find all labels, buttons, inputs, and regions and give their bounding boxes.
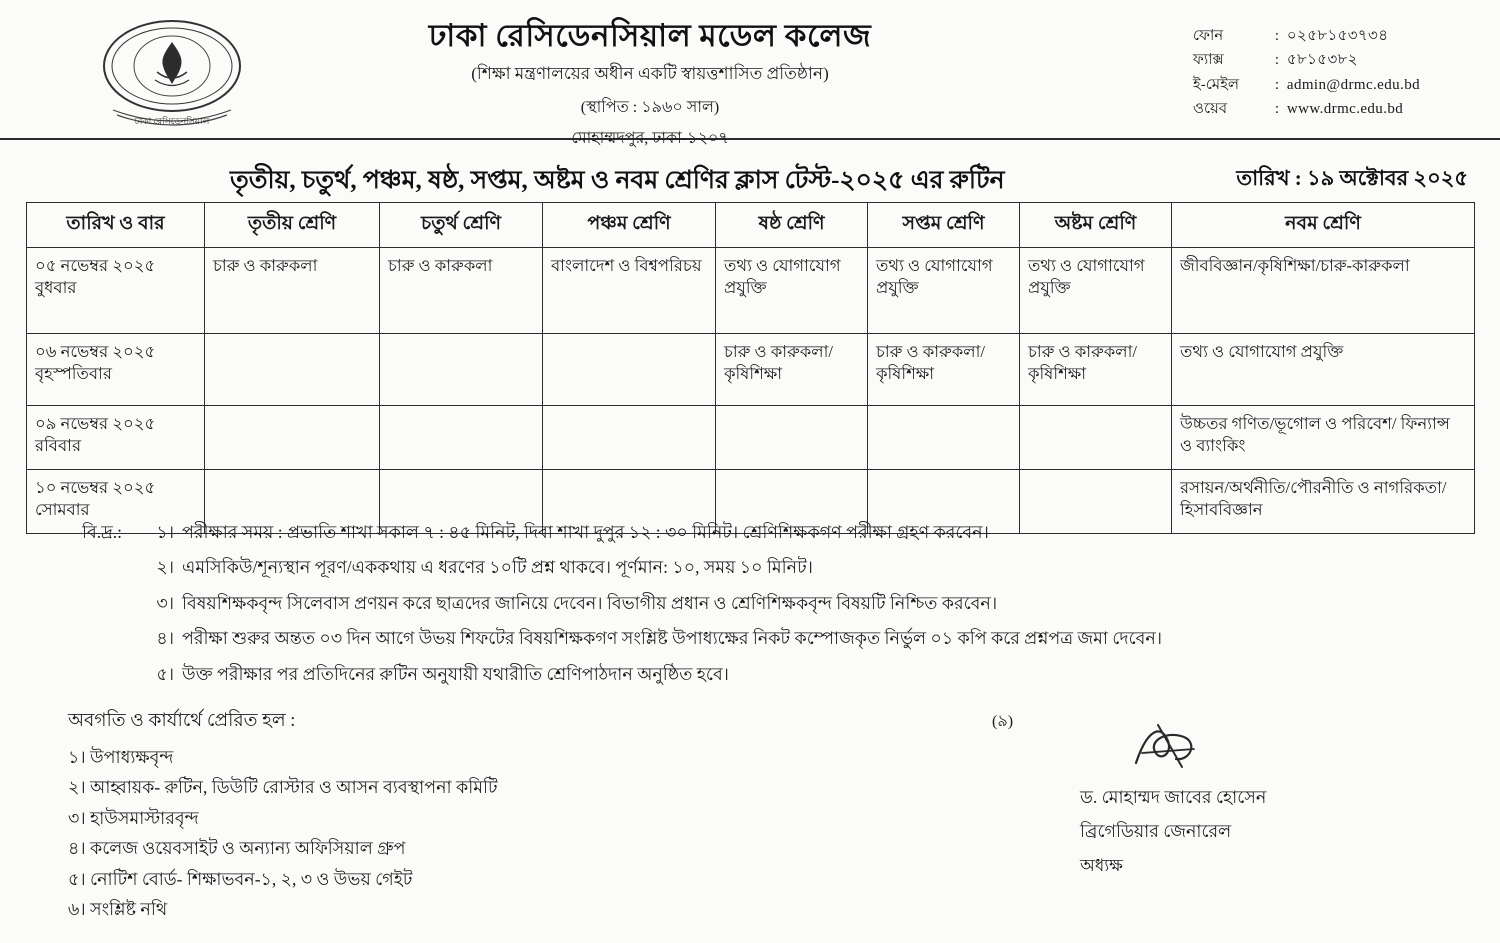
contact-value-fax: ৫৮১৫৩৮২: [1286, 52, 1358, 69]
cell-class7: চারু ও কারুকলা/ কৃষিশিক্ষা: [868, 333, 1020, 405]
table-row: [27, 405, 1475, 469]
signature-initial: (৯): [992, 713, 1014, 730]
contact-row: [1191, 48, 1422, 72]
college-established: (স্থাপিত : ১৯৬০ সাল): [580, 98, 720, 116]
signatory-rank: ব্রিগেডিয়ার জেনারেল: [1080, 821, 1232, 841]
row-date-line2: সোমবার: [35, 499, 90, 519]
date-value: ১৯ অক্টোবর ২০২৫: [1307, 166, 1468, 190]
notes-label-spacer: [70, 555, 128, 580]
col-header-class4: চতুর্থ শ্রেণি: [380, 203, 543, 248]
col-header-class9: নবম শ্রেণি: [1172, 203, 1475, 248]
notes-label-spacer: [70, 626, 128, 651]
signature-block: [992, 713, 1380, 881]
note-item: [70, 662, 1450, 687]
college-address: মোহাম্মদপুর, ঢাকা-১২০৭: [571, 129, 729, 147]
cell-class8: চারু ও কারুকলা/ কৃষিশিক্ষা: [1020, 333, 1172, 405]
cell-class6: [716, 405, 868, 469]
note-text: উক্ত পরীক্ষার পর প্রতিদিনের রুটিন অনুযায়ী যথারীতি শ্রেণিপাঠদান অনুষ্ঠিত হবে।: [182, 663, 729, 684]
routine-table-wrap: [26, 202, 1474, 534]
cell-class9: জীববিজ্ঞান/কৃষিশিক্ষা/চারু-কারুকলা: [1172, 247, 1475, 333]
note-text: পরীক্ষার সময় : প্রভাতি শাখা সকাল ৭ : ৪৫ মিনিট, দিবা শাখা দুপুর ১২ : ৩০ মিনিট। শ্রেণিশিক্ষকগণ পরীক্ষা গ্রহণ করবেন।: [182, 522, 989, 542]
cell-class9: রসায়ন/অর্থনীতি/পৌরনীতি ও নাগরিকতা/ হিসাববিজ্ঞান: [1172, 469, 1475, 533]
page-title: তৃতীয়, চতুর্থ, পঞ্চম, ষষ্ঠ, সপ্তম, অষ্টম ও নবম শ্রেণির ক্লাস টেস্ট-২০২৫ এর রুটিন: [230, 167, 1005, 194]
cell-class3: চারু ও কারুকলা: [205, 247, 380, 333]
cell-class9: উচ্চতর গণিত/ভূগোল ও পরিবেশ/ ফিন্যান্স ও ব্যাংকিং: [1172, 405, 1475, 469]
note-item: [70, 520, 1450, 545]
document-header: [0, 0, 1500, 147]
cell-class5: [543, 333, 716, 405]
contact-colon: :: [1274, 28, 1279, 44]
row-date: [27, 405, 205, 469]
note-number: ৩।: [156, 592, 174, 613]
note-number: ৫।: [156, 663, 174, 684]
cell-class5: [543, 405, 716, 469]
signatory-post: অধ্যক্ষ: [1080, 856, 1123, 875]
col-header-date: তারিখ ও বার: [27, 203, 205, 248]
signatory-name: ড. মোহাম্মদ জাবের হোসেন: [1080, 787, 1267, 807]
note-text: পরীক্ষা শুরুর অন্তত ০৩ দিন আগে উভয় শিফটের বিষয়শিক্ষকগণ সংশ্লিষ্ট উপাধ্যক্ষের নিকট কম্পোজকৃত নির্ভুল ০১ কপি করে প্রশ্নপত্র জমা দেবেন।: [182, 628, 1163, 649]
institution-block: [300, 18, 1000, 152]
cell-class7: [868, 405, 1020, 469]
row-date-line1: ০৯ নভেম্বর ২০২৫: [35, 413, 156, 433]
cell-class8: [1020, 405, 1172, 469]
table-header-row: [27, 203, 1475, 248]
row-date-line1: ১০ নভেম্বর ২০২৫: [35, 477, 156, 497]
routine-table: [26, 202, 1475, 534]
contact-block: [1191, 24, 1422, 121]
contact-row: [1191, 24, 1422, 48]
contact-row: [1191, 73, 1422, 97]
contact-colon: :: [1274, 52, 1279, 69]
col-header-class3: তৃতীয় শ্রেণি: [205, 203, 380, 248]
contact-colon: :: [1274, 76, 1279, 93]
cell-class3: [205, 405, 380, 469]
distribution-item: ৫। নোটিশ বোর্ড- শিক্ষাভবন-১, ২, ৩ ও উভয় গেইট: [68, 868, 413, 889]
distribution-title: অবগতি ও কার্যার্থে প্রেরিত হল :: [68, 711, 296, 731]
cell-class9: তথ্য ও যোগাযোগ প্রযুক্তি: [1172, 333, 1475, 405]
signature-mark: [992, 713, 1380, 781]
distribution-item: ৩। হাউসমাস্টারবৃন্দ: [68, 807, 199, 828]
col-header-class8: অষ্টম শ্রেণি: [1020, 203, 1172, 248]
table-row: [27, 247, 1475, 333]
cell-class8: তথ্য ও যোগাযোগ প্রযুক্তি: [1020, 247, 1172, 333]
contact-label-fax: ফ্যাক্স: [1192, 52, 1224, 69]
college-logo: [95, 14, 250, 132]
distribution-section: [68, 712, 498, 932]
notes-label-spacer: [70, 662, 128, 687]
note-item: [70, 591, 1450, 616]
note-text: বিষয়শিক্ষকবৃন্দ সিলেবাস প্রণয়ন করে ছাত্রদের জানিয়ে দেবেন। বিভাগীয় প্রধান ও শ্রেণিশিক্ষকবৃন্দ বিষয়টি নিশ্চিত করবেন।: [182, 592, 998, 613]
contact-label-phone: ফোন: [1192, 28, 1224, 44]
contact-colon: :: [1274, 100, 1279, 117]
row-date-line2: রবিবার: [35, 435, 82, 455]
distribution-item: ৪। কলেজ ওয়েবসাইট ও অন্যান্য অফিসিয়াল গ্রুপ: [68, 838, 406, 858]
distribution-item: ১। উপাধ্যক্ষবৃন্দ: [68, 746, 174, 767]
col-header-class7: সপ্তম শ্রেণি: [868, 203, 1020, 248]
college-subtitle-1: (শিক্ষা মন্ত্রণালয়ের অধীন একটি স্বায়ত্তশাসিত প্রতিষ্ঠান): [471, 63, 829, 83]
row-date: [27, 247, 205, 333]
col-header-class6: ষষ্ঠ শ্রেণি: [716, 203, 868, 248]
row-date: [27, 333, 205, 405]
document-date: [1236, 162, 1468, 197]
contact-value-phone: ০২৫৮১৫৩৭৩৪: [1286, 28, 1389, 44]
note-number: ২।: [156, 557, 174, 578]
note-number: ৪।: [156, 628, 174, 649]
table-row: [27, 333, 1475, 405]
title-row: [0, 160, 1500, 202]
notes-label: বি.দ্র.:: [82, 522, 122, 542]
date-label: তারিখ :: [1236, 166, 1302, 190]
row-date-line2: বুধবার: [35, 277, 77, 297]
distribution-item: ৬। সংশ্লিষ্ট নথি: [68, 899, 168, 919]
note-number: ১।: [156, 522, 174, 542]
note-item: [70, 555, 1450, 580]
cell-class5: বাংলাদেশ ও বিশ্বপরিচয়: [543, 247, 716, 333]
college-name: ঢাকা রেসিডেনসিয়াল মডেল কলেজ: [428, 18, 872, 53]
cell-class7: তথ্য ও যোগাযোগ প্রযুক্তি: [868, 247, 1020, 333]
row-date-line2: বৃহস্পতিবার: [35, 363, 112, 383]
contact-row: [1191, 97, 1422, 121]
cell-class3: [205, 333, 380, 405]
row-date-line1: ০৫ নভেম্বর ২০২৫: [35, 255, 156, 275]
note-text: এমসিকিউ/শূন্যস্থান পূরণ/এককথায় এ ধরণের ১০টি প্রশ্ন থাকবে। পূর্ণমান: ১০, সময় ১০ মিনিট।: [182, 557, 813, 578]
note-item: [70, 626, 1450, 651]
notes-section: [70, 520, 1450, 697]
contact-value-email: admin@drmc.edu.bd: [1286, 76, 1420, 93]
cell-class6: চারু ও কারুকলা/ কৃষিশিক্ষা: [716, 333, 868, 405]
cell-class6: তথ্য ও যোগাযোগ প্রযুক্তি: [716, 247, 868, 333]
col-header-class5: পঞ্চম শ্রেণি: [543, 203, 716, 248]
notes-label-spacer: [70, 591, 128, 616]
cell-class4: [380, 333, 543, 405]
svg-text:ঢাকা রেসিডেনসিয়াল: ঢাকা রেসিডেনসিয়াল: [134, 116, 210, 126]
distribution-item: ২। আহ্বায়ক- রুটিন, ডিউটি রোস্টার ও আসন ব্যবস্থাপনা কমিটি: [68, 777, 498, 797]
cell-class4: চারু ও কারুকলা: [380, 247, 543, 333]
row-date-line1: ০৬ নভেম্বর ২০২৫: [35, 341, 156, 361]
cell-class4: [380, 405, 543, 469]
contact-value-web: www.drmc.edu.bd: [1286, 100, 1404, 117]
contact-label-web: ওয়েব: [1192, 100, 1228, 117]
contact-label-email: ই-মেইল: [1192, 76, 1240, 93]
